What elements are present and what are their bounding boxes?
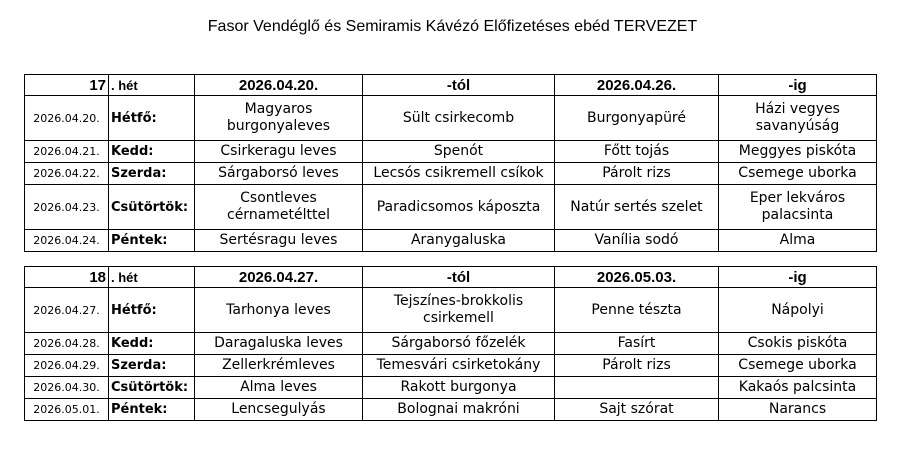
week-label: . hét — [109, 75, 195, 96]
menu-main: Temesvári csirketokány — [363, 355, 555, 377]
menu-soup: Alma leves — [195, 377, 363, 399]
menu-day: Szerda: — [109, 355, 195, 377]
menu-main: Rakott burgonya — [363, 377, 555, 399]
menu-soup: Sertésragu leves — [195, 230, 363, 252]
week-table-17 — [24, 74, 877, 252]
menu-day: Csütörtök: — [109, 185, 195, 230]
menu-main: Spenót — [363, 141, 555, 163]
menu-row — [25, 141, 877, 163]
menu-main: Sült csirkecomb — [363, 96, 555, 141]
menu-row — [25, 185, 877, 230]
week-number: 18 — [25, 267, 109, 288]
menu-side: Natúr sertés szelet — [555, 185, 719, 230]
menu-side: Vanília sodó — [555, 230, 719, 252]
menu-main: Paradicsomos káposzta — [363, 185, 555, 230]
menu-date: 2026.04.23. — [25, 185, 109, 230]
menu-side: Burgonyapüré — [555, 96, 719, 141]
menu-row — [25, 163, 877, 185]
menu-date: 2026.04.30. — [25, 377, 109, 399]
menu-soup: Csirkeragu leves — [195, 141, 363, 163]
menu-date: 2026.04.20. — [25, 96, 109, 141]
menu-main: Lecsós csikremell csíkok — [363, 163, 555, 185]
menu-side — [555, 377, 719, 399]
menu-side: Párolt rizs — [555, 163, 719, 185]
week-start-date: 2026.04.27. — [195, 267, 363, 288]
menu-side: Fasírt — [555, 333, 719, 355]
menu-date: 2026.04.22. — [25, 163, 109, 185]
menu-soup: Sárgaborsó leves — [195, 163, 363, 185]
menu-soup: Zellerkrémleves — [195, 355, 363, 377]
menu-day: Hétfő: — [109, 288, 195, 333]
menu-extra: Csemege uborka — [719, 163, 877, 185]
week-header-row — [25, 267, 877, 288]
menu-date: 2026.04.24. — [25, 230, 109, 252]
menu-side: Párolt rizs — [555, 355, 719, 377]
menu-day: Kedd: — [109, 141, 195, 163]
week-from-label: -tól — [363, 75, 555, 96]
menu-extra: Csokis piskóta — [719, 333, 877, 355]
menu-day: Hétfő: — [109, 96, 195, 141]
menu-side: Sajt szórat — [555, 399, 719, 421]
week-to-label: -ig — [719, 267, 877, 288]
menu-day: Péntek: — [109, 399, 195, 421]
menu-extra: Narancs — [719, 399, 877, 421]
menu-date: 2026.04.27. — [25, 288, 109, 333]
week-header-row — [25, 75, 877, 96]
menu-day: Péntek: — [109, 230, 195, 252]
menu-side: Penne tészta — [555, 288, 719, 333]
menu-main: Tejszínes-brokkolis csirkemell — [363, 288, 555, 333]
menu-day: Csütörtök: — [109, 377, 195, 399]
menu-row — [25, 230, 877, 252]
menu-extra: Meggyes piskóta — [719, 141, 877, 163]
week-from-label: -tól — [363, 267, 555, 288]
menu-extra: Alma — [719, 230, 877, 252]
week-start-date: 2026.04.20. — [195, 75, 363, 96]
week-number: 17 — [25, 75, 109, 96]
menu-day: Szerda: — [109, 163, 195, 185]
menu-main: Bolognai makróni — [363, 399, 555, 421]
menu-main: Sárgaborsó főzelék — [363, 333, 555, 355]
week-to-label: -ig — [719, 75, 877, 96]
menu-row — [25, 399, 877, 421]
menu-soup: Lencsegulyás — [195, 399, 363, 421]
menu-soup: Csontleves cérnametélttel — [195, 185, 363, 230]
week-table-18 — [24, 266, 877, 421]
menu-row — [25, 288, 877, 333]
week-end-date: 2026.05.03. — [555, 267, 719, 288]
menu-soup: Tarhonya leves — [195, 288, 363, 333]
menu-row — [25, 377, 877, 399]
menu-soup: Daragaluska leves — [195, 333, 363, 355]
menu-date: 2026.05.01. — [25, 399, 109, 421]
page-title: Fasor Vendéglő és Semiramis Kávézó Előfizetéses ebéd TERVEZET — [207, 18, 698, 35]
menu-row — [25, 355, 877, 377]
menu-day: Kedd: — [109, 333, 195, 355]
week-label: . hét — [109, 267, 195, 288]
menu-date: 2026.04.21. — [25, 141, 109, 163]
menu-date: 2026.04.29. — [25, 355, 109, 377]
menu-extra: Csemege uborka — [719, 355, 877, 377]
menu-row — [25, 96, 877, 141]
menu-side: Főtt tojás — [555, 141, 719, 163]
menu-soup: Magyaros burgonyaleves — [195, 96, 363, 141]
menu-extra: Házi vegyes savanyúság — [719, 96, 877, 141]
menu-main: Aranygaluska — [363, 230, 555, 252]
week-end-date: 2026.04.26. — [555, 75, 719, 96]
menu-row — [25, 333, 877, 355]
menu-extra: Eper lekváros palacsinta — [719, 185, 877, 230]
menu-extra: Kakaós palcsinta — [719, 377, 877, 399]
menu-date: 2026.04.28. — [25, 333, 109, 355]
menu-extra: Nápolyi — [719, 288, 877, 333]
